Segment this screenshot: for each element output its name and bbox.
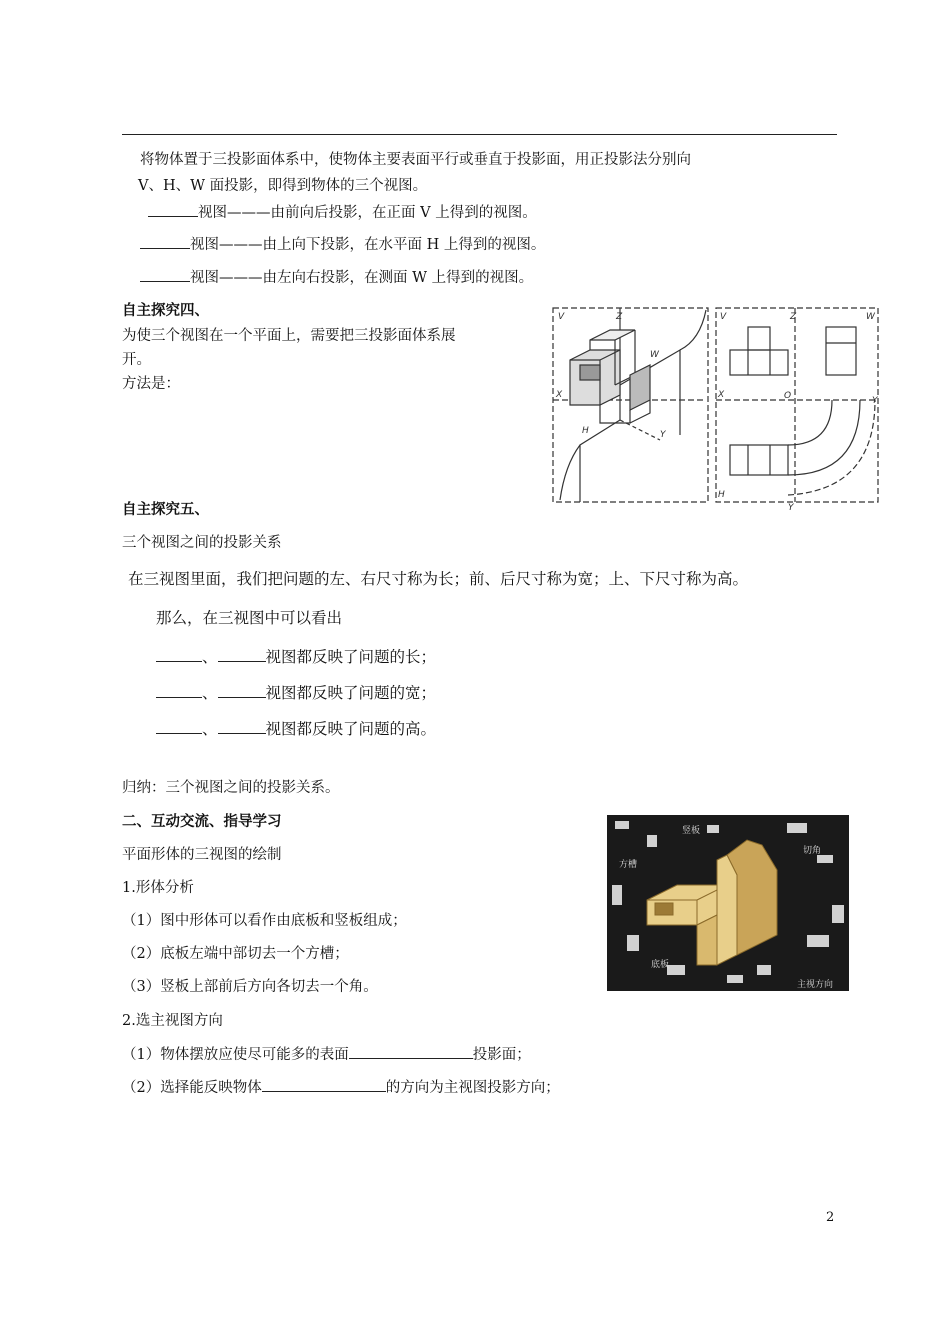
fig-label-x-left: X xyxy=(556,390,563,400)
page-number: 2 xyxy=(826,1210,835,1225)
item-2-2-post: 的方向为主视图投影方向； xyxy=(385,1080,560,1096)
header-rule xyxy=(122,134,837,135)
section5-definition: 在三视图里面，我们把问题的左、右尺寸称为长；前、后尺寸称为宽；上、下尺寸称为高。 xyxy=(128,570,749,588)
section-two-subtitle: 平面形体的三视图的绘制 xyxy=(122,847,282,863)
fig-label-x-right: X xyxy=(718,390,725,400)
def3-text: 视图———由左向右投影，在测面 W 上得到的视图。 xyxy=(190,270,534,286)
item-1-3: （3）竖板上部前后方向各切去一个角。 xyxy=(122,979,378,995)
separator: 、 xyxy=(202,720,218,738)
blank-width-b[interactable] xyxy=(218,683,266,698)
item-2-2 xyxy=(122,1077,560,1098)
fig-label-y-left: Y xyxy=(660,430,666,440)
section4-text-2: 开。 xyxy=(122,352,151,368)
separator: 、 xyxy=(202,684,218,702)
fig-label-y-right-1: Y xyxy=(872,396,878,406)
section5-summary: 归纳：三个视图之间的投影关系。 xyxy=(122,780,340,796)
blank-length-b[interactable] xyxy=(218,647,266,662)
def1-text: 视图———由前向后投影，在正面 V 上得到的视图。 xyxy=(198,205,537,221)
definition-side-view xyxy=(140,267,533,288)
fill-height-text: 视图都反映了问题的高。 xyxy=(265,720,437,738)
item-2-1-pre: （1）物体摆放应使尽可能多的表面 xyxy=(122,1047,349,1063)
blank-width-a[interactable] xyxy=(156,683,202,698)
fig-label-h-right: H xyxy=(718,490,725,500)
fill-width-row xyxy=(156,683,436,703)
item-1-1: （1）图中形体可以看作由底板和竖板组成； xyxy=(122,913,407,929)
photo-label-slot: 方槽 xyxy=(619,860,638,870)
projection-unfold-figure xyxy=(550,305,882,517)
section5-heading: 自主探究五、 xyxy=(122,501,209,518)
fill-length-text: 视图都反映了问题的长； xyxy=(265,648,437,666)
fig-label-w-left: W xyxy=(650,350,659,360)
fig-label-v-right: V xyxy=(720,312,727,322)
fill-length-row xyxy=(156,647,436,667)
fig-label-v-left: V xyxy=(558,312,565,322)
item-1-2: （2）底板左端中部切去一个方槽； xyxy=(122,946,349,962)
fig-label-o-right: O xyxy=(784,391,792,401)
section5-subtitle: 三个视图之间的投影关系 xyxy=(122,535,282,551)
item-2-1 xyxy=(122,1044,531,1065)
blank-length-a[interactable] xyxy=(156,647,202,662)
section4-text-1: 为使三个视图在一个平面上，需要把三投影面体系展 xyxy=(122,328,456,344)
def2-text: 视图———由上向下投影，在水平面 H 上得到的视图。 xyxy=(190,237,546,253)
section-two-heading: 二、互动交流、指导学习 xyxy=(122,813,282,830)
blank-3[interactable] xyxy=(140,267,190,282)
item-2-2-pre: （2）选择能反映物体 xyxy=(122,1080,262,1096)
photo-label-vertical-plate: 竖板 xyxy=(682,826,701,836)
blank-height-a[interactable] xyxy=(156,719,202,734)
item-choose-view: 2.选主视图方向 xyxy=(122,1013,223,1029)
fill-width-text: 视图都反映了问题的宽； xyxy=(265,684,437,702)
intro-line-2: V、H、W 面投影，即得到物体的三个视图。 xyxy=(138,178,428,194)
section5-intro: 那么，在三视图中可以看出 xyxy=(156,609,343,627)
photo-label-base-plate: 底板 xyxy=(651,960,670,970)
section4-heading: 自主探究四、 xyxy=(122,302,209,319)
item-2-1-post: 投影面； xyxy=(472,1047,531,1063)
blank-height-b[interactable] xyxy=(218,719,266,734)
blank-surface[interactable] xyxy=(349,1044,473,1059)
section4-method: 方法是： xyxy=(122,376,180,392)
photo-label-cut-corner: 切角 xyxy=(803,846,822,856)
blank-1[interactable] xyxy=(148,202,198,217)
blank-feature[interactable] xyxy=(262,1077,386,1092)
photo-label-main-direction: 主视方向 xyxy=(797,980,834,990)
fig-label-z-left: Z xyxy=(616,312,623,322)
item-shape-analysis: 1.形体分析 xyxy=(122,880,194,896)
fig-label-z-right: Z xyxy=(790,312,797,322)
fig-label-y-right-2: Y xyxy=(788,503,794,513)
definition-top-view xyxy=(140,234,545,255)
definition-front-view xyxy=(148,202,537,223)
fig-label-w-right: W xyxy=(866,312,875,322)
fill-height-row xyxy=(156,719,436,739)
blank-2[interactable] xyxy=(140,234,190,249)
separator: 、 xyxy=(202,648,218,666)
intro-line-1: 将物体置于三投影面体系中，使物体主要表面平行或垂直于投影面，用正投影法分别向 xyxy=(140,152,691,168)
block-photo xyxy=(607,815,849,991)
fig-label-h-left: H xyxy=(582,426,589,436)
